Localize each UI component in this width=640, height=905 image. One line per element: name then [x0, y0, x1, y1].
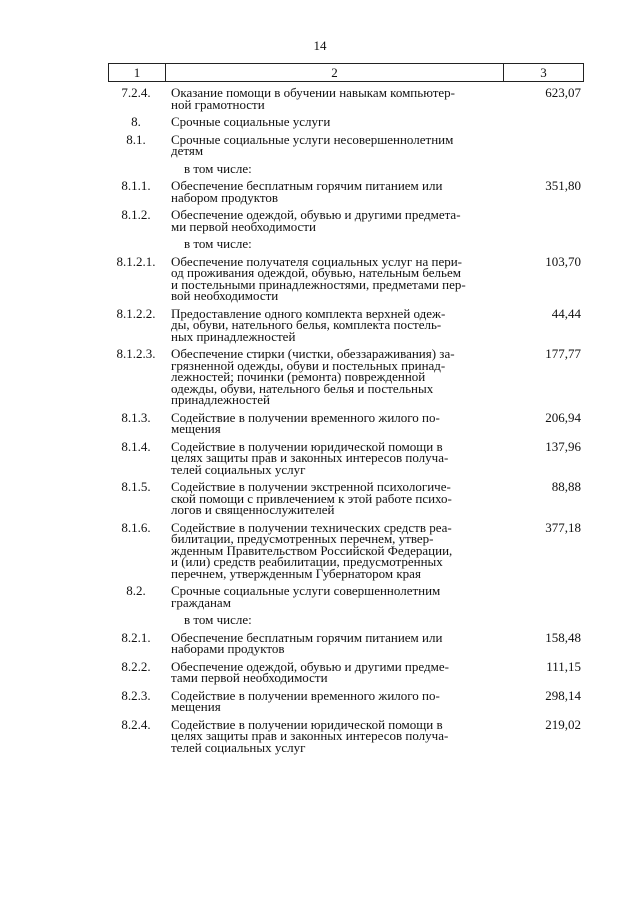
row-number: 8.1.2.3. — [116, 346, 156, 361]
row-number: 8.1.1. — [121, 178, 151, 193]
row-number: 8.1.2.2. — [116, 305, 156, 321]
row-number: 8.2. — [126, 583, 146, 598]
table-row — [108, 160, 584, 176]
table-row — [108, 409, 584, 436]
table-row — [108, 687, 584, 714]
row-description: Обеспечение получателя социальных услуг на пери- од проживания одеждой, обувью, нательным бельем и постельными принадлежностями, предметами пер- вой необходимости — [171, 253, 466, 303]
row-value: 623,07 — [545, 85, 581, 100]
column-header-2: 2 — [166, 64, 504, 81]
row-value — [504, 209, 584, 232]
row-value — [504, 116, 584, 128]
row-number: 8.2.3. — [121, 687, 151, 703]
row-value: 111,15 — [546, 658, 581, 674]
row-value — [504, 238, 584, 250]
table-row — [108, 87, 584, 110]
table-row — [108, 585, 584, 608]
row-description: Содействие в получении экстренной психологиче- ской помощи с привлечением к этой работе психо- логов и священнослужителей — [171, 479, 452, 517]
table-body — [108, 82, 584, 753]
table-header — [108, 63, 584, 82]
row-number: 8.1. — [126, 131, 146, 147]
row-value: 158,48 — [545, 629, 581, 645]
row-description: Содействие в получении юридической помощи в целях защиты прав и законных интересов получа- телей социальных услуг — [171, 716, 449, 755]
row-number: 8.2.1. — [121, 629, 151, 645]
column-header-3: 3 — [540, 64, 547, 80]
row-number: 8.1.4. — [121, 438, 151, 454]
row-value — [504, 585, 584, 608]
row-value: 206,94 — [545, 409, 581, 425]
row-value: 88,88 — [551, 479, 581, 494]
table-row — [108, 614, 584, 626]
row-value: 137,96 — [545, 438, 581, 454]
row-value — [504, 163, 584, 175]
row-description: Обеспечение бесплатным горячим питанием или наборами продуктов — [171, 629, 443, 656]
services-table — [108, 63, 584, 759]
table-row — [108, 238, 584, 250]
row-number — [108, 163, 164, 175]
row-description: Обеспечение бесплатным горячим питанием или набором продуктов — [171, 178, 443, 205]
row-description: Предоставление одного комплекта верхней одеж- ды, обуви, нательного белья, комплекта постель- ных принадлежностей — [171, 305, 446, 344]
row-description: Содействие в получении юридической помощи в целях защиты прав и законных интересов получа- телей социальных услуг — [171, 438, 449, 477]
row-description: Обеспечение одеждой, обувью и другими предмета- ми первой необходимости — [171, 207, 461, 234]
row-value: 177,77 — [545, 346, 581, 361]
table-row — [108, 180, 584, 203]
row-description: Содействие в получении технических средств реа- билитации, предусмотренных перечнем, утвер- жденным Правительством Российской Федерации, и (или) средств реабилитации, предусмотренных перечнем, утвержденным Губернатором края — [171, 519, 453, 581]
row-number: 8.1.3. — [121, 409, 151, 425]
row-number — [108, 614, 164, 626]
row-description: Срочные социальные услуги несовершеннолетним детям — [171, 131, 454, 158]
row-number — [108, 238, 164, 250]
table-row — [108, 716, 584, 755]
row-description: Обеспечение стирки (чистки, обеззараживания) за- грязненной одежды, обуви и постельных принад- лежностей; починки (ремонта) поврежденной одежды, обуви, нательного белья и постельных принадлежностей — [171, 346, 455, 407]
row-description: Оказание помощи в обучении навыкам компьютер- ной грамотности — [171, 85, 456, 112]
row-description: Содействие в получении временного жилого по- мещения — [171, 409, 440, 436]
row-number: 8.2.2. — [121, 658, 151, 674]
row-value: 298,14 — [545, 687, 581, 703]
table-row — [108, 305, 584, 344]
row-number: 8. — [131, 114, 141, 129]
table-row — [108, 209, 584, 232]
table-row — [108, 629, 584, 656]
row-value — [504, 614, 584, 626]
row-number: 7.2.4. — [121, 85, 151, 100]
column-header-1: 1 — [109, 64, 166, 81]
table-row — [108, 519, 584, 581]
row-description: в том числе: — [184, 236, 252, 251]
table-row — [108, 658, 584, 685]
row-value: 103,70 — [545, 253, 581, 269]
table-row — [108, 253, 584, 303]
row-description: Содействие в получении временного жилого по- мещения — [171, 687, 440, 714]
row-value — [504, 134, 584, 157]
row-value: 219,02 — [545, 716, 581, 732]
page-number: 14 — [313, 38, 327, 53]
row-description: в том числе: — [184, 612, 252, 627]
row-number: 8.1.2. — [121, 207, 151, 222]
table-row — [108, 131, 584, 158]
row-number: 8.1.2.1. — [116, 253, 156, 269]
row-number: 8.1.5. — [121, 479, 151, 494]
row-number: 8.2.4. — [121, 716, 151, 732]
table-row — [108, 481, 584, 516]
row-value: 377,18 — [545, 519, 581, 535]
row-description: Срочные социальные услуги — [171, 114, 331, 129]
row-description: в том числе: — [184, 160, 252, 176]
table-row — [108, 438, 584, 477]
row-value: 351,80 — [545, 178, 581, 193]
row-value: 44,44 — [551, 305, 581, 321]
row-description: Обеспечение одеждой, обувью и другими предме- тами первой необходимости — [171, 658, 449, 685]
row-description: Срочные социальные услуги совершеннолетним гражданам — [171, 583, 441, 610]
row-number: 8.1.6. — [121, 519, 151, 535]
table-row — [108, 348, 584, 406]
table-row — [108, 116, 584, 128]
